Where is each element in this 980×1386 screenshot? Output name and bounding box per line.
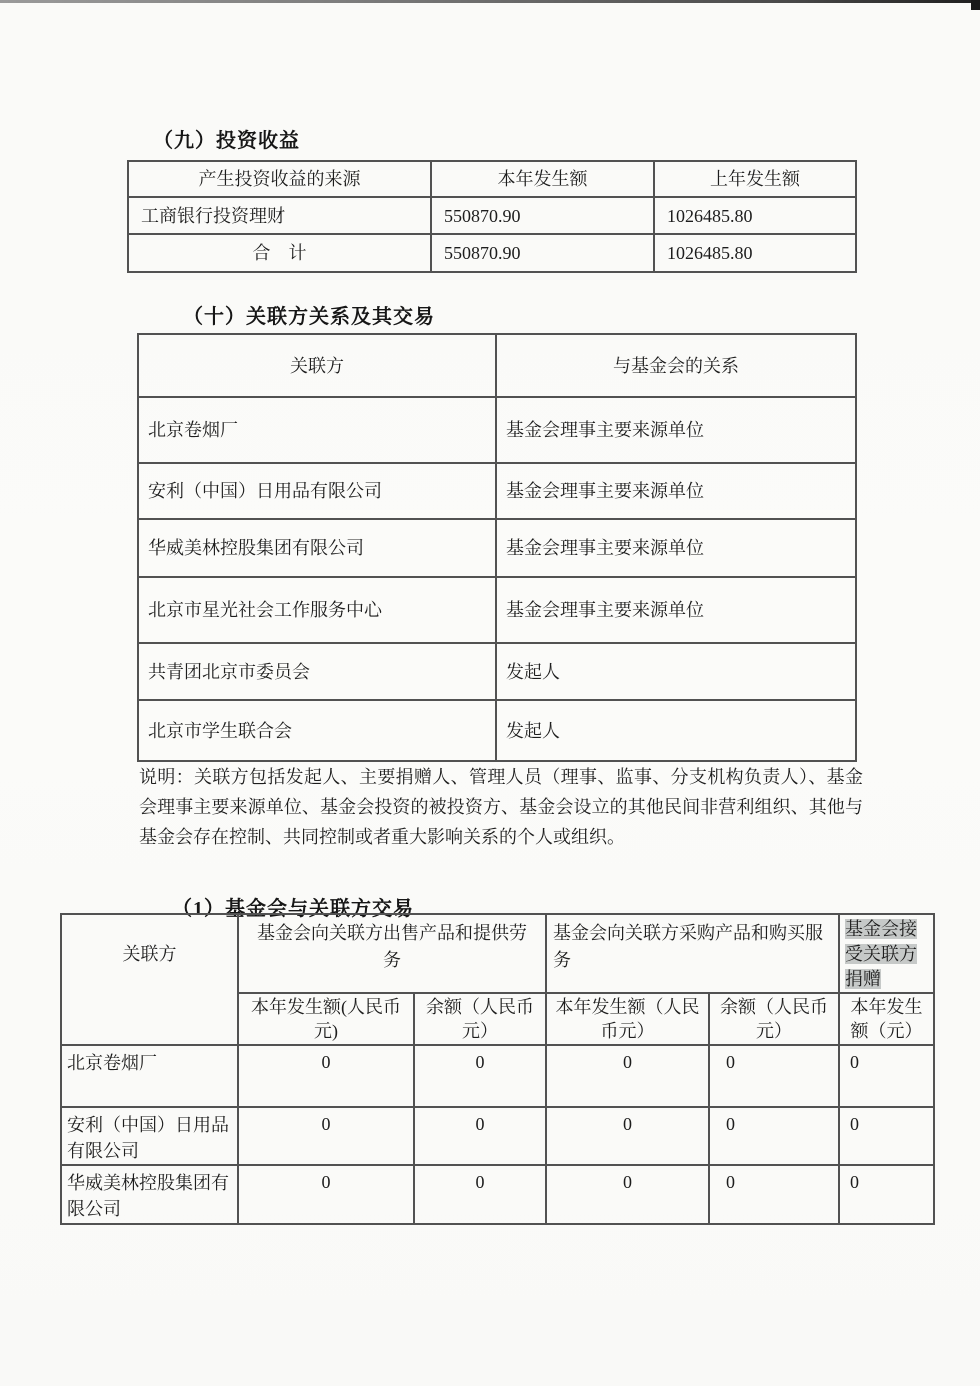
cell-value: 0 [839, 1165, 934, 1224]
cell-party: 安利（中国）日用品有限公司 [138, 463, 496, 519]
cell-value: 0 [238, 1107, 414, 1165]
highlighted-text: 基金会接受关联方捐赠 [845, 919, 917, 989]
section-title-related-parties: （十）关联方关系及其交易 [183, 306, 435, 328]
col-header-related-party: 关联方 [138, 334, 496, 397]
cell-party: 华威美林控股集团有限公司 [61, 1165, 238, 1224]
cell-relationship: 发起人 [496, 700, 856, 761]
scan-edge-artifact [0, 0, 980, 3]
table-row [138, 519, 856, 577]
col-header-donation-amount: 本年发生额（元） [839, 993, 934, 1045]
table-row [138, 463, 856, 519]
cell-party: 华威美林控股集团有限公司 [138, 519, 496, 577]
cell-value: 0 [839, 1107, 934, 1165]
cell-party: 安利（中国）日用品有限公司 [61, 1107, 238, 1165]
table-row [61, 1045, 934, 1107]
cell-value: 0 [238, 1165, 414, 1224]
cell-relationship: 基金会理事主要来源单位 [496, 463, 856, 519]
table-header-row [138, 334, 856, 397]
cell-value: 0 [709, 1107, 839, 1165]
section-title-investment-income: （九）投资收益 [153, 130, 300, 152]
cell-party: 北京市学生联合会 [138, 700, 496, 761]
cell-value: 0 [709, 1045, 839, 1107]
cell-value: 0 [839, 1045, 934, 1107]
cell-relationship: 发起人 [496, 643, 856, 700]
related-parties-note: 说明：关联方包括发起人、主要捐赠人、管理人员（理事、监事、分支机构负责人）、基金会理事主要来源单位、基金会投资的被投资方、基金会设立的其他民间非营利组织、其他与基金会存在控制、共同控制或者重大影响关系的个人或组织。 [139, 767, 863, 847]
group-header-purchase: 基金会向关联方采购产品和购买服务 [546, 914, 839, 993]
col-header-related-party: 关联方 [61, 914, 238, 1045]
group-header-sell: 基金会向关联方出售产品和提供劳务 [238, 914, 546, 993]
cell-party: 北京卷烟厂 [138, 397, 496, 463]
cell-prior-amount: 1026485.80 [654, 197, 856, 234]
col-header-prior-year: 上年发生额 [654, 161, 856, 197]
cell-value: 0 [546, 1107, 709, 1165]
cell-relationship: 基金会理事主要来源单位 [496, 577, 856, 643]
cell-relationship: 基金会理事主要来源单位 [496, 397, 856, 463]
table-row [128, 197, 856, 234]
table-header-row [128, 161, 856, 197]
related-transactions-table [60, 913, 935, 1225]
cell-value: 0 [414, 1165, 546, 1224]
col-header-source: 产生投资收益的来源 [128, 161, 431, 197]
cell-value: 0 [709, 1165, 839, 1224]
table-row [138, 577, 856, 643]
cell-party: 北京卷烟厂 [61, 1045, 238, 1107]
cell-value: 0 [546, 1165, 709, 1224]
cell-value: 0 [414, 1107, 546, 1165]
investment-income-table [127, 160, 857, 273]
cell-value: 0 [414, 1045, 546, 1107]
cell-value: 0 [546, 1045, 709, 1107]
group-header-donation [839, 914, 934, 993]
cell-current-amount: 550870.90 [431, 197, 654, 234]
table-row [61, 1107, 934, 1165]
cell-relationship: 基金会理事主要来源单位 [496, 519, 856, 577]
table-row [138, 397, 856, 463]
cell-total-prior: 1026485.80 [654, 234, 856, 272]
table-row [61, 1165, 934, 1224]
related-parties-table [137, 333, 857, 762]
cell-party: 北京市星光社会工作服务中心 [138, 577, 496, 643]
cell-total-label: 合 计 [128, 234, 431, 272]
table-total-row [128, 234, 856, 272]
cell-source: 工商银行投资理财 [128, 197, 431, 234]
col-header-relationship: 与基金会的关系 [496, 334, 856, 397]
section-title-related-transactions: （1）基金会与关联方交易 [172, 898, 414, 920]
col-header-sell-balance: 余额（人民币元） [414, 993, 546, 1045]
col-header-purchase-amount: 本年发生额（人民币元） [546, 993, 709, 1045]
table-row [138, 700, 856, 761]
cell-total-current: 550870.90 [431, 234, 654, 272]
table-row [138, 643, 856, 700]
scan-corner-artifact [971, 0, 980, 10]
col-header-current-year: 本年发生额 [431, 161, 654, 197]
cell-value: 0 [238, 1045, 414, 1107]
col-header-sell-amount: 本年发生额(人民币元) [238, 993, 414, 1045]
cell-party: 共青团北京市委员会 [138, 643, 496, 700]
table-group-header-row [61, 914, 934, 993]
col-header-purchase-balance: 余额（人民币元） [709, 993, 839, 1045]
